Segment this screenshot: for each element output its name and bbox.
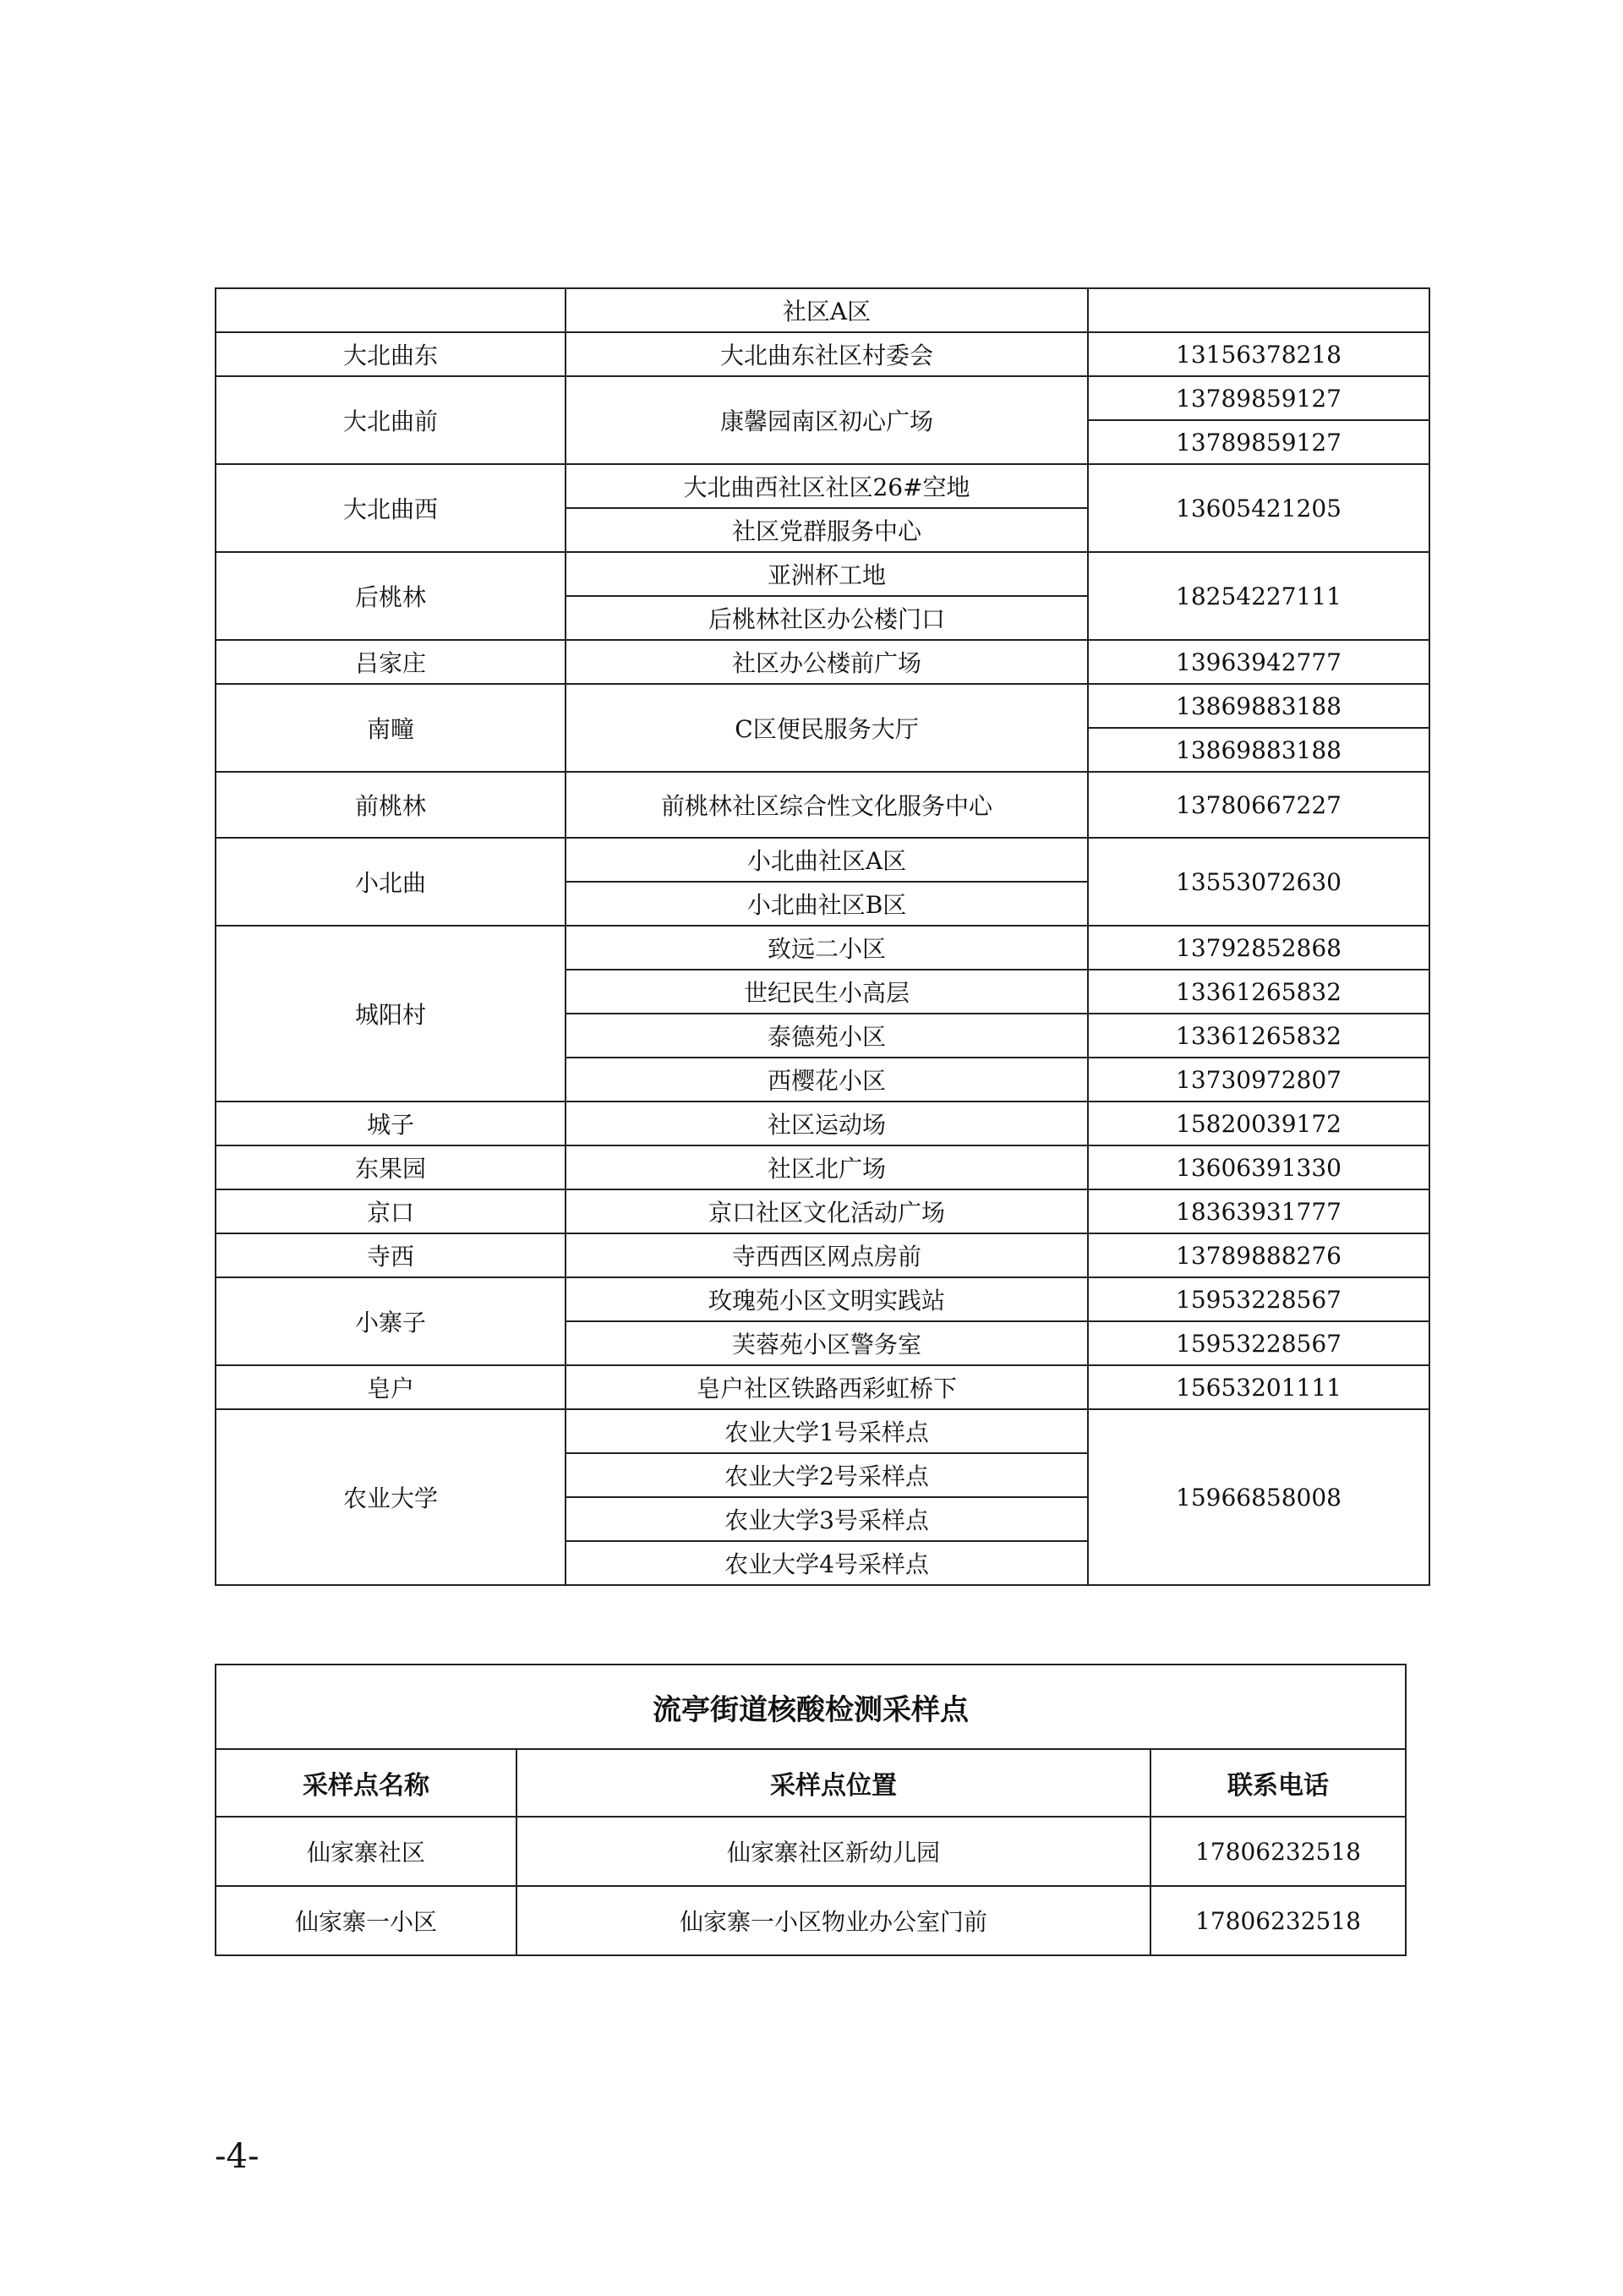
location-cell: 世纪民生小高层 xyxy=(566,970,1088,1014)
table-row xyxy=(216,1189,1429,1233)
table-title-row xyxy=(216,1665,1406,1749)
phone-cell: 15953228567 xyxy=(1088,1277,1429,1321)
column-header-location: 采样点位置 xyxy=(516,1749,1150,1817)
community-cell: 小北曲 xyxy=(216,838,566,926)
location-cell: 寺西西区网点房前 xyxy=(566,1233,1088,1277)
column-header-phone: 联系电话 xyxy=(1150,1749,1406,1817)
phone-cell: 13605421205 xyxy=(1088,464,1429,552)
location-cell: 后桃林社区办公楼门口 xyxy=(566,596,1088,640)
phone-cell: 15953228567 xyxy=(1088,1321,1429,1365)
phone-cell: 18254227111 xyxy=(1088,552,1429,640)
community-cell: 前桃林 xyxy=(216,772,566,838)
phone-cell: 13963942777 xyxy=(1088,640,1429,684)
table-row xyxy=(216,288,1429,332)
location-cell: 泰德苑小区 xyxy=(566,1014,1088,1058)
phone-cell: 13789859127 xyxy=(1088,376,1429,420)
phone-cell: 13156378218 xyxy=(1088,332,1429,376)
location-cell: 西樱花小区 xyxy=(566,1058,1088,1102)
phone-cell: 13789888276 xyxy=(1088,1233,1429,1277)
community-cell: 后桃林 xyxy=(216,552,566,640)
phone-cell: 17806232518 xyxy=(1150,1817,1406,1886)
table-row xyxy=(216,772,1429,838)
phone-cell: 13780667227 xyxy=(1088,772,1429,838)
community-cell: 吕家庄 xyxy=(216,640,566,684)
location-cell: 农业大学4号采样点 xyxy=(566,1541,1088,1585)
location-cell: 前桃林社区综合性文化服务中心 xyxy=(566,772,1088,838)
table-row xyxy=(216,926,1429,970)
table-row xyxy=(216,838,1429,882)
name-cell: 仙家寨社区 xyxy=(216,1817,516,1886)
location-cell: 仙家寨社区新幼儿园 xyxy=(516,1817,1150,1886)
table-row xyxy=(216,1365,1429,1409)
phone-cell: 13869883188 xyxy=(1088,728,1429,772)
community-cell: 城子 xyxy=(216,1102,566,1145)
location-cell: 致远二小区 xyxy=(566,926,1088,970)
table-row xyxy=(216,640,1429,684)
table-row xyxy=(216,1145,1429,1189)
table-row xyxy=(216,376,1429,420)
community-cell: 南疃 xyxy=(216,684,566,772)
phone-cell: 13792852868 xyxy=(1088,926,1429,970)
table-header-row xyxy=(216,1749,1406,1817)
table-title: 流亭街道核酸检测采样点 xyxy=(216,1665,1406,1749)
community-cell: 大北曲西 xyxy=(216,464,566,552)
column-header-name: 采样点名称 xyxy=(216,1749,516,1817)
location-cell: 亚洲杯工地 xyxy=(566,552,1088,596)
phone-cell: 18363931777 xyxy=(1088,1189,1429,1233)
location-cell: 仙家寨一小区物业办公室门前 xyxy=(516,1886,1150,1955)
table-row xyxy=(216,1886,1406,1955)
phone-cell: 13553072630 xyxy=(1088,838,1429,926)
location-cell: 小北曲社区A区 xyxy=(566,838,1088,882)
phone-cell: 15653201111 xyxy=(1088,1365,1429,1409)
table-row xyxy=(216,552,1429,596)
page-number: -4- xyxy=(215,2137,260,2176)
phone-cell xyxy=(1088,288,1429,332)
location-cell: 康馨园南区初心广场 xyxy=(566,376,1088,464)
community-cell: 城阳村 xyxy=(216,926,566,1102)
location-cell: 芙蓉苑小区警务室 xyxy=(566,1321,1088,1365)
location-cell: 京口社区文化活动广场 xyxy=(566,1189,1088,1233)
community-cell: 农业大学 xyxy=(216,1409,566,1585)
table-row xyxy=(216,1102,1429,1145)
table-row xyxy=(216,1277,1429,1321)
table-row xyxy=(216,332,1429,376)
community-cell: 寺西 xyxy=(216,1233,566,1277)
table-row xyxy=(216,1409,1429,1453)
location-cell: 皂户社区铁路西彩虹桥下 xyxy=(566,1365,1088,1409)
location-cell: 农业大学1号采样点 xyxy=(566,1409,1088,1453)
phone-cell: 13789859127 xyxy=(1088,420,1429,464)
phone-cell: 15966858008 xyxy=(1088,1409,1429,1585)
phone-cell: 17806232518 xyxy=(1150,1886,1406,1955)
phone-cell: 13869883188 xyxy=(1088,684,1429,728)
community-cell: 大北曲东 xyxy=(216,332,566,376)
table-row xyxy=(216,684,1429,728)
community-cell: 大北曲前 xyxy=(216,376,566,464)
phone-cell: 15820039172 xyxy=(1088,1102,1429,1145)
community-cell: 京口 xyxy=(216,1189,566,1233)
sampling-points-table-continued xyxy=(215,287,1430,1586)
phone-cell: 13361265832 xyxy=(1088,970,1429,1014)
location-cell: 玫瑰苑小区文明实践站 xyxy=(566,1277,1088,1321)
location-cell: 农业大学2号采样点 xyxy=(566,1453,1088,1497)
phone-cell: 13730972807 xyxy=(1088,1058,1429,1102)
community-cell: 小寨子 xyxy=(216,1277,566,1365)
location-cell: C区便民服务大厅 xyxy=(566,684,1088,772)
community-cell xyxy=(216,288,566,332)
phone-cell: 13606391330 xyxy=(1088,1145,1429,1189)
location-cell: 大北曲东社区村委会 xyxy=(566,332,1088,376)
location-cell: 农业大学3号采样点 xyxy=(566,1497,1088,1541)
liuting-sampling-points-table xyxy=(215,1664,1407,1956)
location-cell: 大北曲西社区社区26#空地 xyxy=(566,464,1088,508)
location-cell: 社区党群服务中心 xyxy=(566,508,1088,552)
community-cell: 皂户 xyxy=(216,1365,566,1409)
location-cell: 社区北广场 xyxy=(566,1145,1088,1189)
location-cell: 社区办公楼前广场 xyxy=(566,640,1088,684)
table-row xyxy=(216,1817,1406,1886)
location-cell: 社区运动场 xyxy=(566,1102,1088,1145)
community-cell: 东果园 xyxy=(216,1145,566,1189)
name-cell: 仙家寨一小区 xyxy=(216,1886,516,1955)
table-row xyxy=(216,464,1429,508)
phone-cell: 13361265832 xyxy=(1088,1014,1429,1058)
table-row xyxy=(216,1233,1429,1277)
location-cell: 小北曲社区B区 xyxy=(566,882,1088,926)
location-cell: 社区A区 xyxy=(566,288,1088,332)
